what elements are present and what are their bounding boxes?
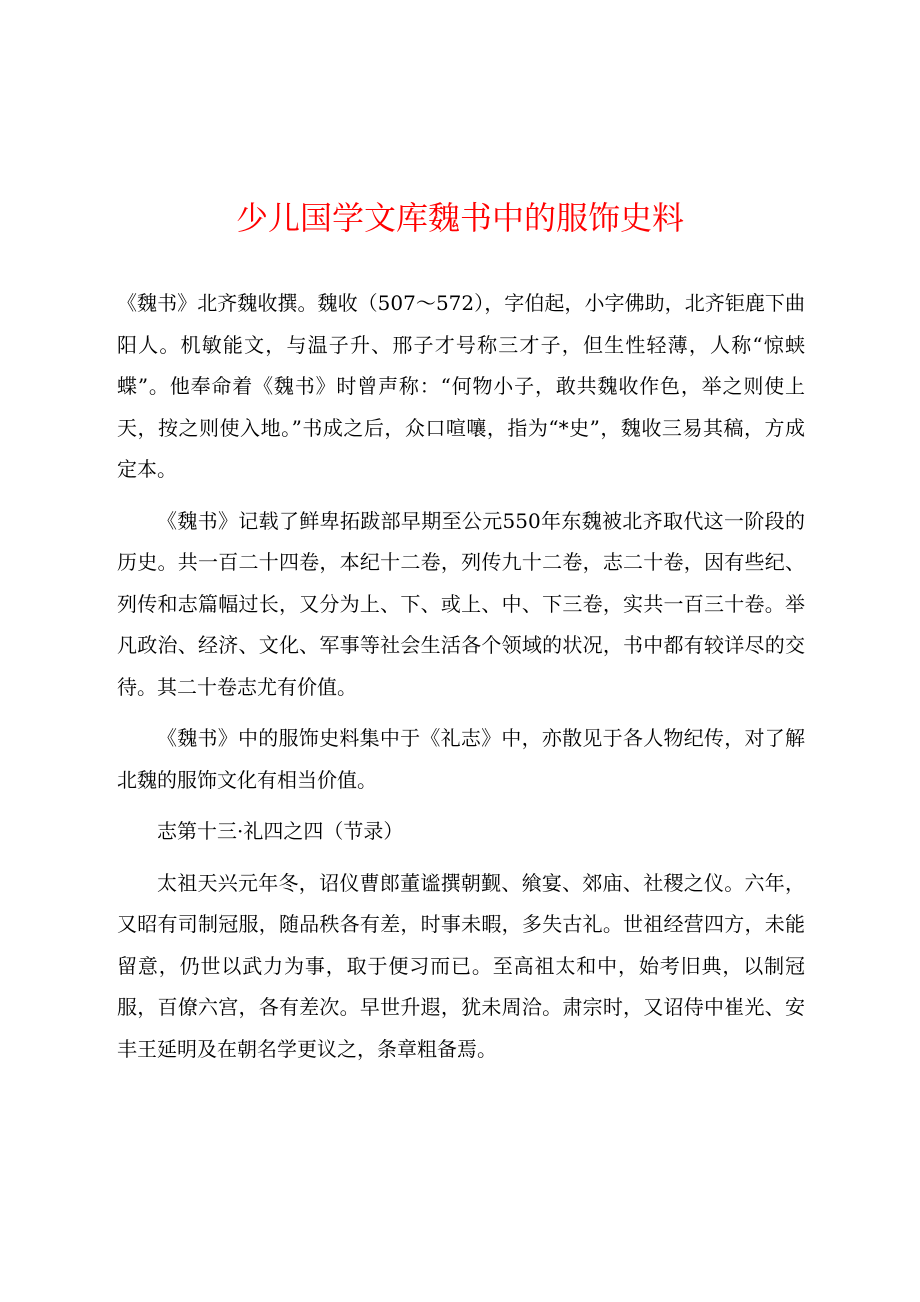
section-heading: 志第十三·礼四之四（节录） [157,819,404,843]
paragraph-costume-sources: 《魏书》中的服饰史料集中于《礼志》中，亦散见于各人物纪传，对了解北魏的服饰文化有相当价值。 [117,726,805,792]
paragraph-excerpt: 太祖天兴元年冬，诏仪曹郎董谧撰朝觐、飨宴、郊庙、社稷之仪。六年，又昭有司制冠服，随品秩各有差，时事未暇，多失古礼。世祖经营四方，未能留意，仍世以武力为事，取于便习而已。至高祖太和中，始考旧典，以制冠服，百僚六宫，各有差次。早世升遐，犹未周洽。肃宗时，又诏侍中崔光、安丰王延明及在朝名学更议之，条章粗备焉。 [117,870,805,1061]
document-title: 少儿国学文库魏书中的服饰史料 [235,199,684,237]
paragraph-content: 《魏书》记载了鲜卑拓跋部早期至公元550年东魏被北齐取代这一阶段的历史。共一百二十四卷，本纪十二卷，列传九十二卷，志二十卷，因有些纪、列传和志篇幅过长，又分为上、下、或上、中、下三卷，实共一百三十卷。举凡政治、经济、文化、军事等社会生活各个领域的状况，书中都有较详尽的交待。其二十卷志尤有价值。 [117,508,805,699]
document-body [117,283,805,1080]
paragraph-intro: 《魏书》北齐魏收撰。魏收（507～572），字伯起，小字佛助，北齐钜鹿下曲阳人。机敏能文，与温子升、邢子才号称三才子，但生性轻薄，人称“惊蛱蝶”。他奉命着《魏书》时曾声称：“何物小子，敢共魏收作色，举之则使上天，按之则使入地。”书成之后，众口喧嚷，指为“*史”，魏收三易其稿，方成定本。 [117,291,805,481]
